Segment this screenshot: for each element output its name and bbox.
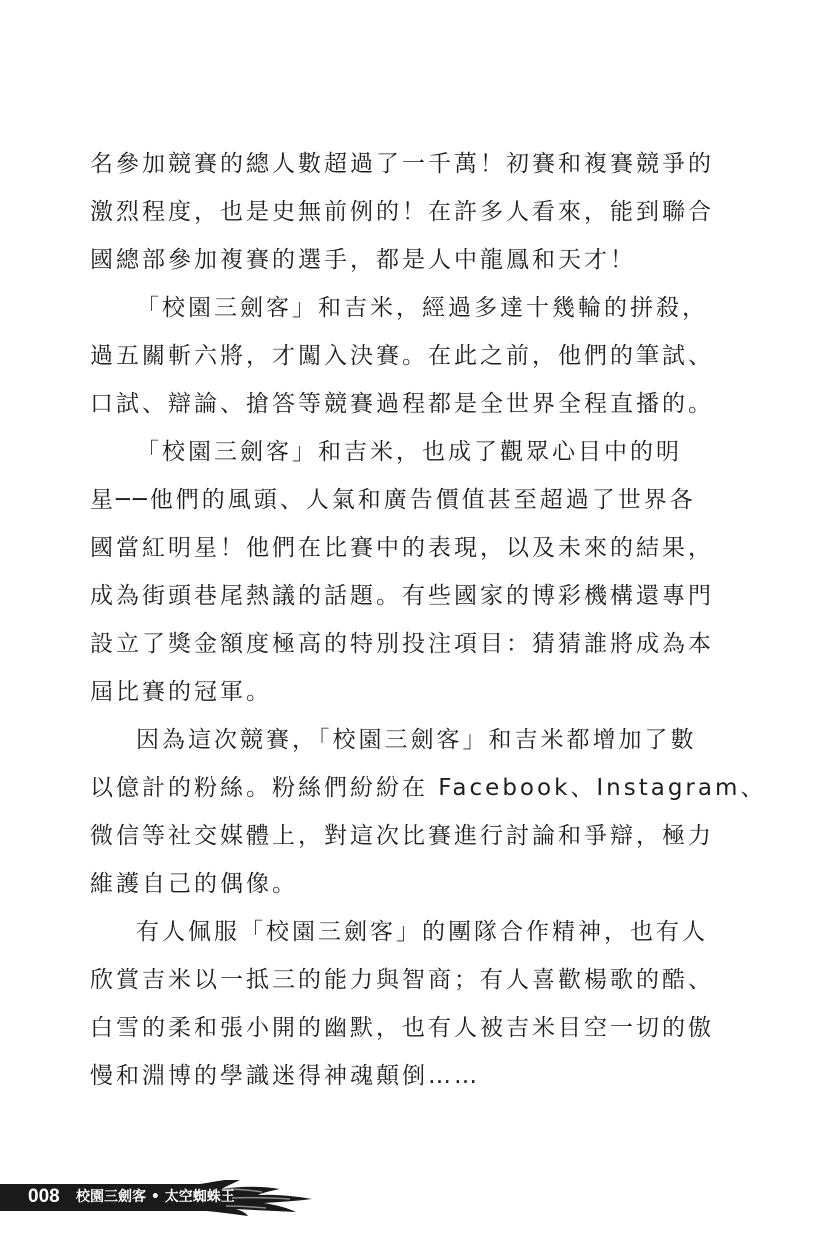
body-line: 國當紅明星！他們在比賽中的表現，以及未來的結果， bbox=[90, 535, 714, 561]
body-line: 白雪的柔和張小開的幽默，也有人被吉米目空一切的傲 bbox=[90, 1015, 714, 1041]
body-line: 「校園三劍客」和吉米，經過多達十幾輪的拼殺， bbox=[136, 295, 708, 321]
page-number: 008 bbox=[28, 1186, 60, 1207]
body-line: 以億計的粉絲。粉絲們紛紛在 Facebook、Instagram、 bbox=[90, 775, 767, 801]
body-line: 微信等社交媒體上，對這次比賽進行討論和爭辯，極力 bbox=[90, 823, 714, 849]
body-line: 口試、辯論、搶答等競賽過程都是全世界全程直播的。 bbox=[90, 391, 714, 417]
body-line: 名參加競賽的總人數超過了一千萬！初賽和複賽競爭的 bbox=[90, 151, 714, 177]
body-line: 國總部參加複賽的選手，都是人中龍鳳和天才！ bbox=[90, 247, 636, 273]
body-line: 欣賞吉米以一抵三的能力與智商；有人喜歡楊歌的酷、 bbox=[90, 967, 714, 993]
running-head: 校園三劍客 • 太空蜘蛛王 bbox=[76, 1189, 235, 1205]
body-line: 屆比賽的冠軍。 bbox=[90, 679, 272, 705]
body-line: 維護自己的偶像。 bbox=[90, 871, 298, 897]
body-line: 過五關斬六將，才闖入決賽。在此之前，他們的筆試、 bbox=[90, 343, 714, 369]
body-line: 「校園三劍客」和吉米，也成了觀眾心目中的明 bbox=[136, 439, 682, 465]
body-line: 因為這次競賽，「校園三劍客」和吉米都增加了數 bbox=[136, 727, 697, 753]
body-line: 激烈程度，也是史無前例的！在許多人看來，能到聯合 bbox=[90, 199, 714, 225]
body-line: 設立了獎金額度極高的特別投注項目：猜猜誰將成為本 bbox=[90, 631, 714, 657]
body-line: 星──他們的風頭、人氣和廣告價值甚至超過了世界各 bbox=[90, 487, 696, 513]
body-line: 有人佩服「校園三劍客」的團隊合作精神，也有人 bbox=[136, 919, 708, 945]
body-line: 慢和淵博的學識迷得神魂顛倒…… bbox=[90, 1063, 480, 1089]
body-line: 成為街頭巷尾熱議的話題。有些國家的博彩機構還專門 bbox=[90, 583, 714, 609]
